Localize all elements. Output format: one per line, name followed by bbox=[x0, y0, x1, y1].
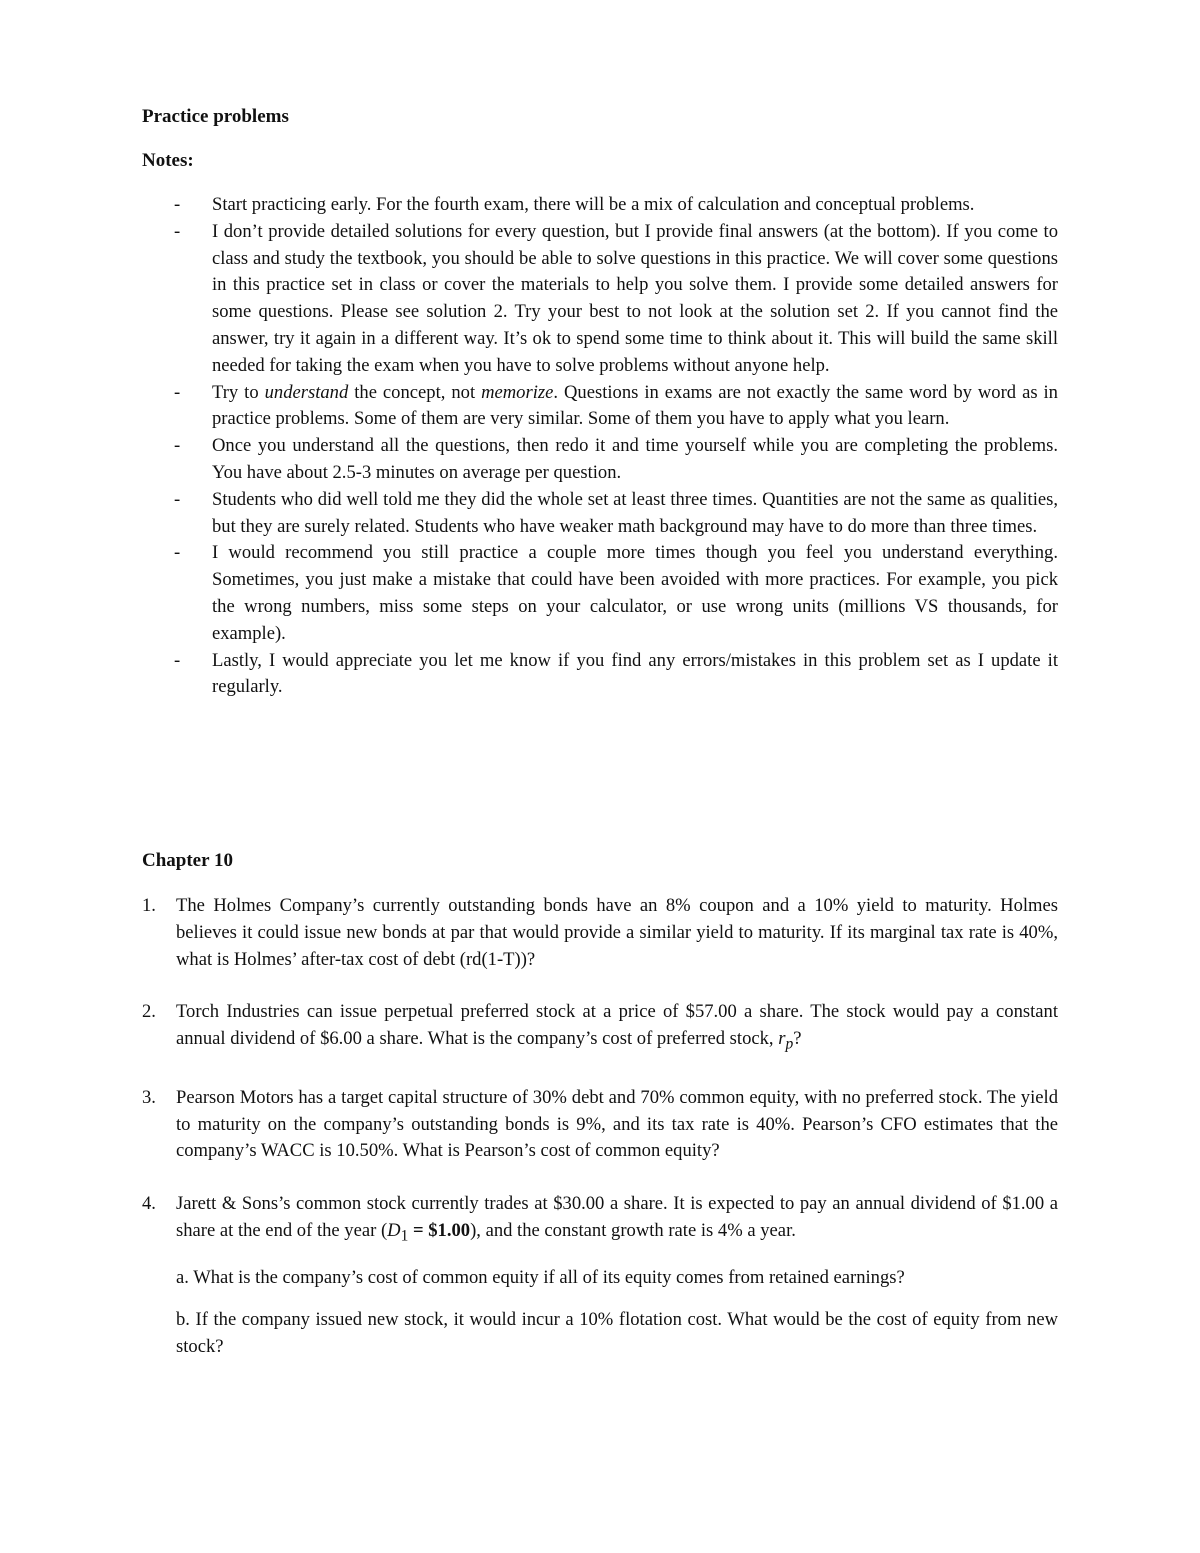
question-text-pre: Jarett & Sons’s common stock currently trades at $30.00 a share. It is expected to pay an annual dividend of $1.00 a share at the end of the year ( bbox=[176, 1193, 1058, 1241]
note-text: Lastly, I would appreciate you let me know if you find any errors/mistakes in this problem set as I update it regularly. bbox=[212, 649, 1058, 698]
question-text-post: ), and the constant growth rate is 4% a year. bbox=[470, 1219, 796, 1241]
page-title: Practice problems bbox=[142, 106, 289, 127]
question-item bbox=[142, 893, 1058, 973]
question-part-b: b. If the company issued new stock, it would incur a 10% flotation cost. What would be the cost of equity from new stock? bbox=[176, 1309, 1058, 1357]
question-part-a: a. What is the company’s cost of common equity if all of its equity comes from retained earnings? bbox=[176, 1267, 905, 1289]
math-equation: = $1.00 bbox=[408, 1219, 471, 1241]
note-text-pre: Try to bbox=[212, 381, 265, 403]
note-dash: - bbox=[174, 488, 181, 510]
note-item bbox=[142, 192, 1058, 219]
note-item bbox=[142, 648, 1058, 702]
question-number: 1. bbox=[142, 895, 156, 916]
math-symbol-d: D bbox=[387, 1219, 401, 1241]
note-item bbox=[142, 487, 1058, 541]
note-text-mid: the concept, not bbox=[348, 381, 482, 403]
question-item bbox=[142, 1085, 1058, 1165]
note-text: Students who did well told me they did the whole set at least three times. Quantities are not the same as qualities, but they are surely related. Students who have weaker math background may have to do more than three times. bbox=[212, 488, 1058, 537]
question-text: Pearson Motors has a target capital structure of 30% debt and 70% common equity, with no preferred stock. The yield to maturity on the company’s outstanding bonds is 9%, and its tax rate is 40%. Pearson’s CFO estimates that the company’s WACC is 10.50%. What is Pearson’s cost of common equity? bbox=[176, 1086, 1058, 1162]
questions-list bbox=[142, 893, 1058, 1387]
question-number: 2. bbox=[142, 1001, 156, 1023]
note-dash: - bbox=[174, 220, 181, 242]
notes-list bbox=[142, 192, 1058, 701]
note-text: Once you understand all the questions, then redo it and time yourself while you are completing the problems. You have about 2.5-3 minutes on average per question. bbox=[212, 435, 1058, 483]
question-item bbox=[142, 1191, 1058, 1361]
question-text-pre: Torch Industries can issue perpetual preferred stock at a price of $57.00 a share. The stock would pay a constant annual dividend of $6.00 a share. What is the company’s cost of preferred stock, bbox=[176, 1001, 1058, 1050]
question-item bbox=[142, 999, 1058, 1058]
note-item bbox=[142, 380, 1058, 434]
note-text: Start practicing early. For the fourth exam, there will be a mix of calculation and conceptual problems. bbox=[212, 194, 975, 215]
note-emphasis-memorize: memorize bbox=[481, 381, 554, 403]
math-subscript-p: p bbox=[785, 1035, 794, 1053]
math-symbol-r: r bbox=[778, 1028, 786, 1050]
note-item bbox=[142, 540, 1058, 647]
note-text: I would recommend you still practice a couple more times though you feel you understand everything. Sometimes, you just make a mistake that could have been avoided with more practices. For example, you pick the wrong numbers, miss some steps on your calculator, or use wrong units (millions VS thousands, for example). bbox=[212, 542, 1058, 644]
note-dash: - bbox=[174, 381, 181, 403]
note-emphasis-understand: understand bbox=[264, 381, 349, 403]
note-dash: - bbox=[174, 649, 181, 671]
notes-heading: Notes: bbox=[142, 150, 194, 171]
question-number: 4. bbox=[142, 1193, 156, 1215]
note-item bbox=[142, 433, 1058, 487]
note-text: I don’t provide detailed solutions for every question, but I provide final answers (at the bottom). If you come to class and study the textbook, you should be able to solve questions in this practice. We will cover some questions in this practice set in class or cover the materials to help you solve them. I provide some detailed answers for some questions. Please see solution 2. Try your best to not look at the solution set 2. If you cannot find the answer, try it again in a different way. It’s ok to spend some time to think about it. This will build the same skill needed for taking the exam when you have to solve problems without anyone help. bbox=[212, 220, 1058, 376]
note-dash: - bbox=[174, 542, 181, 564]
note-dash: - bbox=[174, 194, 181, 215]
note-dash: - bbox=[174, 435, 181, 457]
math-subscript-1: 1 bbox=[400, 1227, 409, 1245]
question-number: 3. bbox=[142, 1086, 156, 1108]
question-text-post: ? bbox=[793, 1028, 802, 1050]
chapter-heading: Chapter 10 bbox=[142, 850, 233, 871]
note-text-post: . Questions in exams are not exactly the same word by word as in practice problems. Some of them are very similar. Some of them you have to apply what you learn. bbox=[212, 381, 1058, 430]
question-text: The Holmes Company’s currently outstanding bonds have an 8% coupon and a 10% yield to maturity. Holmes believes it could issue new bonds at par that would provide a similar yield to maturity. If its marginal tax rate is 40%, what is Holmes’ after-tax cost of debt (rd(1-T))? bbox=[176, 895, 1058, 970]
note-item bbox=[142, 219, 1058, 380]
